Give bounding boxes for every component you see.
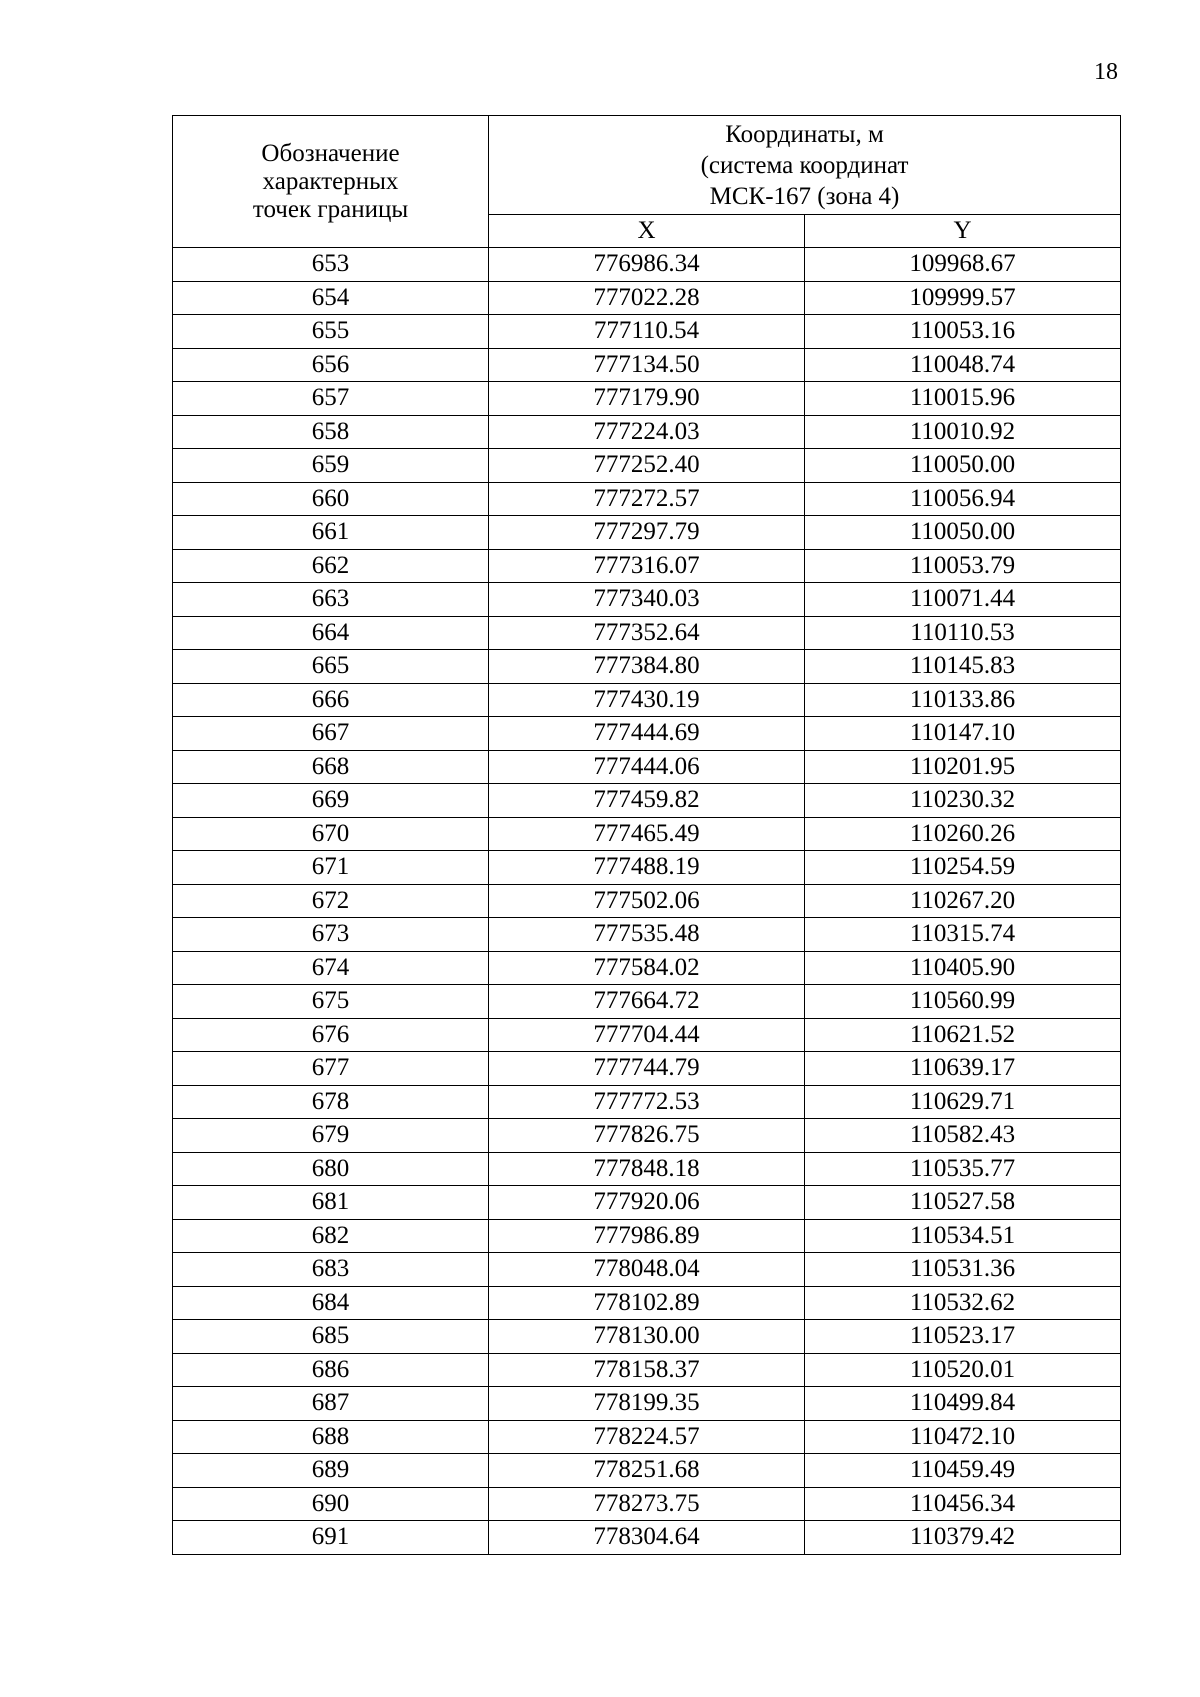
table-row [173, 918, 1121, 952]
x-coordinate-cell: 778102.89 [489, 1286, 805, 1320]
table-row [173, 449, 1121, 483]
point-cell: 684 [173, 1286, 489, 1320]
x-coordinate-cell: 778048.04 [489, 1253, 805, 1287]
table-row [173, 1085, 1121, 1119]
table-row [173, 482, 1121, 516]
x-coordinate-cell: 777352.64 [489, 616, 805, 650]
table-row [173, 1018, 1121, 1052]
y-coordinate-cell: 109968.67 [805, 248, 1121, 282]
table-row [173, 717, 1121, 751]
table-row [173, 1387, 1121, 1421]
point-cell: 679 [173, 1119, 489, 1153]
x-coordinate-cell: 777704.44 [489, 1018, 805, 1052]
point-cell: 662 [173, 549, 489, 583]
y-coordinate-cell: 110560.99 [805, 985, 1121, 1019]
point-cell: 653 [173, 248, 489, 282]
table-row [173, 1353, 1121, 1387]
table-row [173, 248, 1121, 282]
y-column-header: Y [805, 215, 1121, 248]
header-line: Координаты, м [725, 120, 884, 148]
point-cell: 665 [173, 650, 489, 684]
x-coordinate-cell: 777465.49 [489, 817, 805, 851]
table-row [173, 951, 1121, 985]
x-coordinate-cell: 778130.00 [489, 1320, 805, 1354]
x-coordinate-cell: 777488.19 [489, 851, 805, 885]
y-coordinate-cell: 110110.53 [805, 616, 1121, 650]
x-coordinate-cell: 777022.28 [489, 281, 805, 315]
y-coordinate-cell: 110379.42 [805, 1521, 1121, 1555]
x-coordinate-cell: 777502.06 [489, 884, 805, 918]
point-cell: 675 [173, 985, 489, 1019]
point-cell: 677 [173, 1052, 489, 1086]
x-coordinate-cell: 777316.07 [489, 549, 805, 583]
y-coordinate-cell: 110535.77 [805, 1152, 1121, 1186]
table-row [173, 382, 1121, 416]
y-coordinate-cell: 110050.00 [805, 449, 1121, 483]
point-cell: 660 [173, 482, 489, 516]
x-coordinate-cell: 778199.35 [489, 1387, 805, 1421]
y-coordinate-cell: 110629.71 [805, 1085, 1121, 1119]
point-cell: 657 [173, 382, 489, 416]
x-coordinate-cell: 777664.72 [489, 985, 805, 1019]
y-coordinate-cell: 110315.74 [805, 918, 1121, 952]
table-row [173, 1219, 1121, 1253]
table-row [173, 683, 1121, 717]
point-cell: 674 [173, 951, 489, 985]
y-coordinate-cell: 110053.16 [805, 315, 1121, 349]
point-cell: 655 [173, 315, 489, 349]
point-cell: 673 [173, 918, 489, 952]
table-row [173, 315, 1121, 349]
x-coordinate-cell: 777224.03 [489, 415, 805, 449]
table-row [173, 1286, 1121, 1320]
point-cell: 676 [173, 1018, 489, 1052]
y-coordinate-cell: 110048.74 [805, 348, 1121, 382]
y-coordinate-cell: 110260.26 [805, 817, 1121, 851]
point-cell: 690 [173, 1487, 489, 1521]
x-coordinate-cell: 777272.57 [489, 482, 805, 516]
y-coordinate-cell: 110015.96 [805, 382, 1121, 416]
y-coordinate-cell: 110531.36 [805, 1253, 1121, 1287]
table-row [173, 1420, 1121, 1454]
page-number: 18 [1094, 59, 1118, 85]
point-cell: 668 [173, 750, 489, 784]
x-coordinate-cell: 777584.02 [489, 951, 805, 985]
x-coordinate-cell: 778158.37 [489, 1353, 805, 1387]
table-row [173, 884, 1121, 918]
x-column-header: X [489, 215, 805, 248]
x-coordinate-cell: 777444.06 [489, 750, 805, 784]
x-coordinate-cell: 777110.54 [489, 315, 805, 349]
table-header [173, 116, 1121, 248]
table-row [173, 1152, 1121, 1186]
header-line: характерных [262, 167, 399, 195]
point-cell: 691 [173, 1521, 489, 1555]
table-row [173, 1052, 1121, 1086]
x-coordinate-cell: 778251.68 [489, 1454, 805, 1488]
y-coordinate-cell: 110267.20 [805, 884, 1121, 918]
header-line: (система координат [700, 151, 909, 179]
x-coordinate-cell: 777340.03 [489, 583, 805, 617]
coordinates-table [172, 115, 1121, 1555]
y-coordinate-cell: 110053.79 [805, 549, 1121, 583]
header-line: Обозначение [261, 139, 400, 167]
y-coordinate-cell: 110520.01 [805, 1353, 1121, 1387]
x-coordinate-cell: 777744.79 [489, 1052, 805, 1086]
y-coordinate-cell: 110499.84 [805, 1387, 1121, 1421]
table-row [173, 583, 1121, 617]
x-coordinate-cell: 778273.75 [489, 1487, 805, 1521]
x-coordinate-cell: 777430.19 [489, 683, 805, 717]
table-row [173, 1119, 1121, 1153]
table-row [173, 1521, 1121, 1555]
point-cell: 689 [173, 1454, 489, 1488]
point-cell: 666 [173, 683, 489, 717]
point-cell: 658 [173, 415, 489, 449]
x-coordinate-cell: 777134.50 [489, 348, 805, 382]
y-coordinate-cell: 110534.51 [805, 1219, 1121, 1253]
table-row [173, 549, 1121, 583]
table-row [173, 851, 1121, 885]
y-coordinate-cell: 110405.90 [805, 951, 1121, 985]
x-coordinate-cell: 777179.90 [489, 382, 805, 416]
table-row [173, 1487, 1121, 1521]
point-cell: 682 [173, 1219, 489, 1253]
y-coordinate-cell: 110532.62 [805, 1286, 1121, 1320]
point-cell: 654 [173, 281, 489, 315]
x-coordinate-cell: 776986.34 [489, 248, 805, 282]
table-row [173, 1253, 1121, 1287]
y-coordinate-cell: 110459.49 [805, 1454, 1121, 1488]
y-coordinate-cell: 110071.44 [805, 583, 1121, 617]
x-coordinate-cell: 777535.48 [489, 918, 805, 952]
y-coordinate-cell: 110056.94 [805, 482, 1121, 516]
point-cell: 656 [173, 348, 489, 382]
point-cell: 683 [173, 1253, 489, 1287]
x-coordinate-cell: 777252.40 [489, 449, 805, 483]
point-cell: 681 [173, 1186, 489, 1220]
y-coordinate-cell: 110582.43 [805, 1119, 1121, 1153]
point-cell: 659 [173, 449, 489, 483]
table-row [173, 516, 1121, 550]
point-cell: 685 [173, 1320, 489, 1354]
table-body [173, 248, 1121, 1555]
point-cell: 670 [173, 817, 489, 851]
point-designation-header [173, 116, 489, 248]
x-coordinate-cell: 777920.06 [489, 1186, 805, 1220]
x-coordinate-cell: 777826.75 [489, 1119, 805, 1153]
point-cell: 664 [173, 616, 489, 650]
table-row [173, 1320, 1121, 1354]
y-coordinate-cell: 110639.17 [805, 1052, 1121, 1086]
table-row [173, 415, 1121, 449]
point-cell: 687 [173, 1387, 489, 1421]
point-cell: 663 [173, 583, 489, 617]
y-coordinate-cell: 110527.58 [805, 1186, 1121, 1220]
point-cell: 680 [173, 1152, 489, 1186]
x-coordinate-cell: 777848.18 [489, 1152, 805, 1186]
x-coordinate-cell: 777297.79 [489, 516, 805, 550]
coordinates-header [489, 116, 1121, 215]
y-coordinate-cell: 110050.00 [805, 516, 1121, 550]
point-cell: 686 [173, 1353, 489, 1387]
point-cell: 661 [173, 516, 489, 550]
point-cell: 688 [173, 1420, 489, 1454]
x-coordinate-cell: 778304.64 [489, 1521, 805, 1555]
x-coordinate-cell: 777459.82 [489, 784, 805, 818]
y-coordinate-cell: 110456.34 [805, 1487, 1121, 1521]
y-coordinate-cell: 110472.10 [805, 1420, 1121, 1454]
point-cell: 669 [173, 784, 489, 818]
table-row [173, 616, 1121, 650]
header-line: точек границы [252, 195, 409, 223]
table-row [173, 650, 1121, 684]
table-row [173, 1454, 1121, 1488]
x-coordinate-cell: 777384.80 [489, 650, 805, 684]
table-row [173, 750, 1121, 784]
y-coordinate-cell: 110133.86 [805, 683, 1121, 717]
y-coordinate-cell: 110145.83 [805, 650, 1121, 684]
y-coordinate-cell: 110254.59 [805, 851, 1121, 885]
table-row [173, 1186, 1121, 1220]
point-cell: 667 [173, 717, 489, 751]
y-coordinate-cell: 109999.57 [805, 281, 1121, 315]
y-coordinate-cell: 110147.10 [805, 717, 1121, 751]
table-row [173, 348, 1121, 382]
point-cell: 678 [173, 1085, 489, 1119]
table-row [173, 784, 1121, 818]
table-row [173, 985, 1121, 1019]
point-cell: 671 [173, 851, 489, 885]
y-coordinate-cell: 110010.92 [805, 415, 1121, 449]
point-cell: 672 [173, 884, 489, 918]
table-row [173, 281, 1121, 315]
table-row [173, 817, 1121, 851]
x-coordinate-cell: 777986.89 [489, 1219, 805, 1253]
header-line: МСК-167 (зона 4) [709, 182, 900, 210]
x-coordinate-cell: 778224.57 [489, 1420, 805, 1454]
y-coordinate-cell: 110523.17 [805, 1320, 1121, 1354]
y-coordinate-cell: 110621.52 [805, 1018, 1121, 1052]
x-coordinate-cell: 777772.53 [489, 1085, 805, 1119]
y-coordinate-cell: 110201.95 [805, 750, 1121, 784]
y-coordinate-cell: 110230.32 [805, 784, 1121, 818]
x-coordinate-cell: 777444.69 [489, 717, 805, 751]
